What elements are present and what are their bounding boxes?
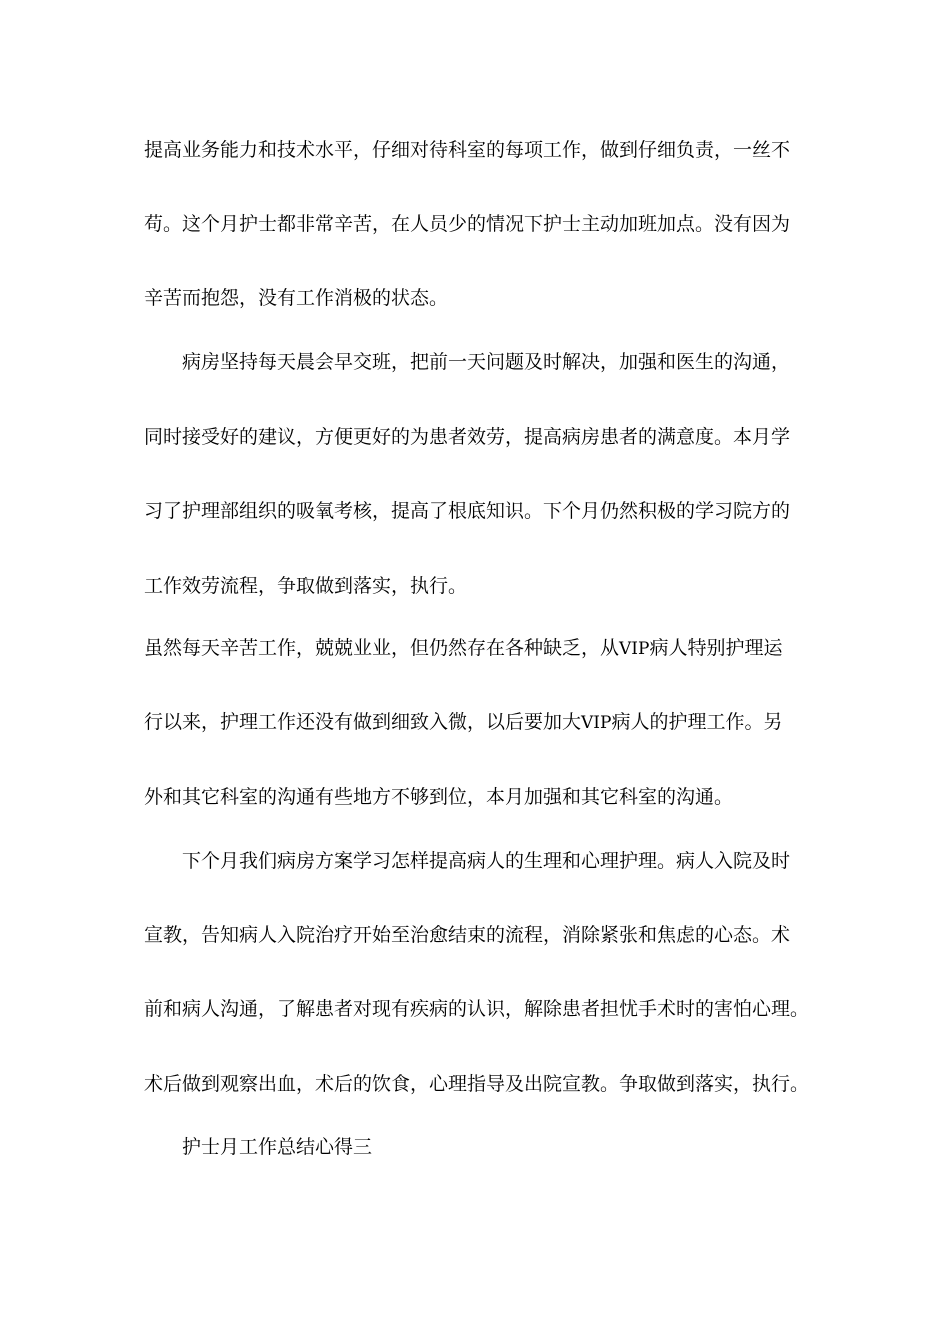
text-line: 虽然每天辛苦工作，兢兢业业，但仍然存在各种缺乏，从VIP病人特别护理运 <box>144 637 783 659</box>
text-line: 提高业务能力和技术水平，仔细对待科室的每项工作，做到仔细负责，一丝不 <box>144 139 791 161</box>
text-line: 习了护理部组织的吸氧考核，提高了根底知识。下个月仍然积极的学习院方的 <box>144 500 791 522</box>
text-line: 外和其它科室的沟通有些地方不够到位，本月加强和其它科室的沟通。 <box>144 786 734 808</box>
text-line: 前和病人沟通，了解患者对现有疾病的认识，解除患者担忧手术时的害怕心理。 <box>144 998 810 1020</box>
paragraph-first-line: 下个月我们病房方案学习怎样提高病人的生理和心理护理。病人入院及时 <box>182 850 791 872</box>
text-line: 宣教，告知病人入院治疗开始至治愈结束的流程，消除紧张和焦虑的心态。术 <box>144 924 791 946</box>
section-heading: 护士月工作总结心得三 <box>182 1136 373 1158</box>
text-line: 行以来，护理工作还没有做到细致入微，以后要加大VIP病人的护理工作。另 <box>144 711 783 733</box>
text-line: 辛苦而抱怨，没有工作消极的状态。 <box>144 287 449 309</box>
text-line: 苟。这个月护士都非常辛苦，在人员少的情况下护士主动加班加点。没有因为 <box>144 213 791 235</box>
paragraph-first-line: 病房坚持每天晨会早交班，把前一天问题及时解决，加强和医生的沟通， <box>182 351 791 373</box>
text-line: 工作效劳流程，争取做到落实，执行。 <box>144 575 468 597</box>
text-line: 术后做到观察出血，术后的饮食，心理指导及出院宣教。争取做到落实，执行。 <box>144 1073 810 1095</box>
text-line: 同时接受好的建议，方便更好的为患者效劳，提高病房患者的满意度。本月学 <box>144 426 791 448</box>
